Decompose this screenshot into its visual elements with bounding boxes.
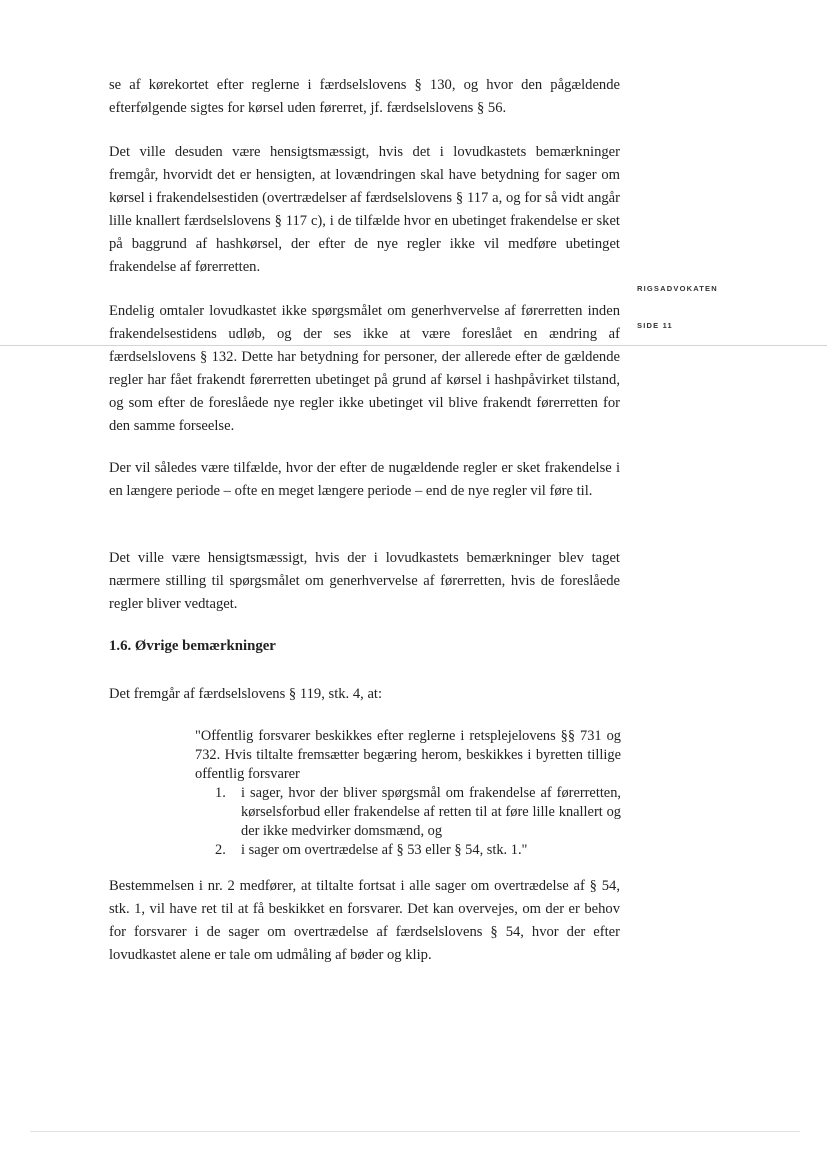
quote-item-number: 1. <box>215 785 226 801</box>
paragraph-6: Det fremgår af færdselslovens § 119, stk. 4, at: <box>109 686 383 702</box>
scan-bottom-edge <box>30 1131 800 1132</box>
paragraph-3: Endelig omtaler lovudkastet ikke spørgsmålet om generhvervelse af førerretten inden frakendelsestidens udløb, og der ses ikke at være foreslået en ændring af færdselslovens § 132. Dette har betydning for personer, der allerede efter de gældende regler har fået frakendt førerretten ubetinget på grund af kørsel i hashpåvirket tilstand, og som efter de foreslåede nye regler ikke ubetinget vil blive frakendt førerretten for den samme forseelse. <box>109 303 620 434</box>
paragraph-4: Der vil således være tilfælde, hvor der efter de nugældende regler er sket frakendelse i en længere periode – ofte en meget længere periode – end de nye regler vil føre til. <box>109 460 620 499</box>
paragraph-1: se af kørekortet efter reglerne i færdselslovens § 130, og hvor den pågældende efterfølgende sigtes for kørsel uden førerret, jf. færdselslovens § 56. <box>109 77 620 116</box>
sidebar-org-label: RIGSADVOKATEN <box>637 284 718 293</box>
quote-list-item <box>195 784 621 841</box>
quote-list <box>195 784 621 860</box>
quote-item-text: i sager, hvor der bliver spørgsmål om frakendelse af førerretten, kørselsforbud eller frakendelse af retten til at føre lille knallert og der ikke medvirker domsmænd, og <box>241 785 621 839</box>
quote-intro: "Offentlig forsvarer beskikkes efter reglerne i retsplejelovens §§ 731 og 732. Hvis tiltalte fremsætter begæring herom, beskikkes i byretten tillige offentlig forsvarer <box>195 728 621 782</box>
sidebar-page-number: SIDE 11 <box>637 321 673 330</box>
section-heading: 1.6. Øvrige bemærkninger <box>109 638 276 654</box>
paragraph-2: Det ville desuden være hensigtsmæssigt, hvis det i lovudkastets bemærkninger fremgår, hvorvidt det er hensigten, at lovændringen skal have betydning for sager om kørsel i frakendelsestiden (overtrædelser af færdselslovens § 117 a, og for så vidt angår lille knallert færdselslovens § 117 c), i de tilfælde hvor en ubetinget frakendelse er sket på baggrund af hashkørsel, der efter de nye regler ikke vil medføre ubetinget frakendelse af førerretten. <box>109 144 620 275</box>
quote-list-item <box>195 841 621 860</box>
paragraph-7: Bestemmelsen i nr. 2 medfører, at tiltalte fortsat i alle sager om overtrædelse af § 54, stk. 1, vil have ret til at få beskikket en forsvarer. Det kan overvejes, om der er behov for forsvarer i de sager om overtrædelse af færdselslovens § 54, hvor der efter lovudkastet alene er tale om udmåling af bøder og klip. <box>109 878 620 963</box>
quote-item-number: 2. <box>215 842 226 858</box>
paragraph-5: Det ville være hensigtsmæssigt, hvis der i lovudkastets bemærkninger blev taget nærmere stilling til spørgsmålet om generhvervelse af førerretten, hvis de foreslåede regler bliver vedtaget. <box>109 550 620 612</box>
quote-item-text: i sager om overtrædelse af § 53 eller § 54, stk. 1." <box>241 842 528 858</box>
